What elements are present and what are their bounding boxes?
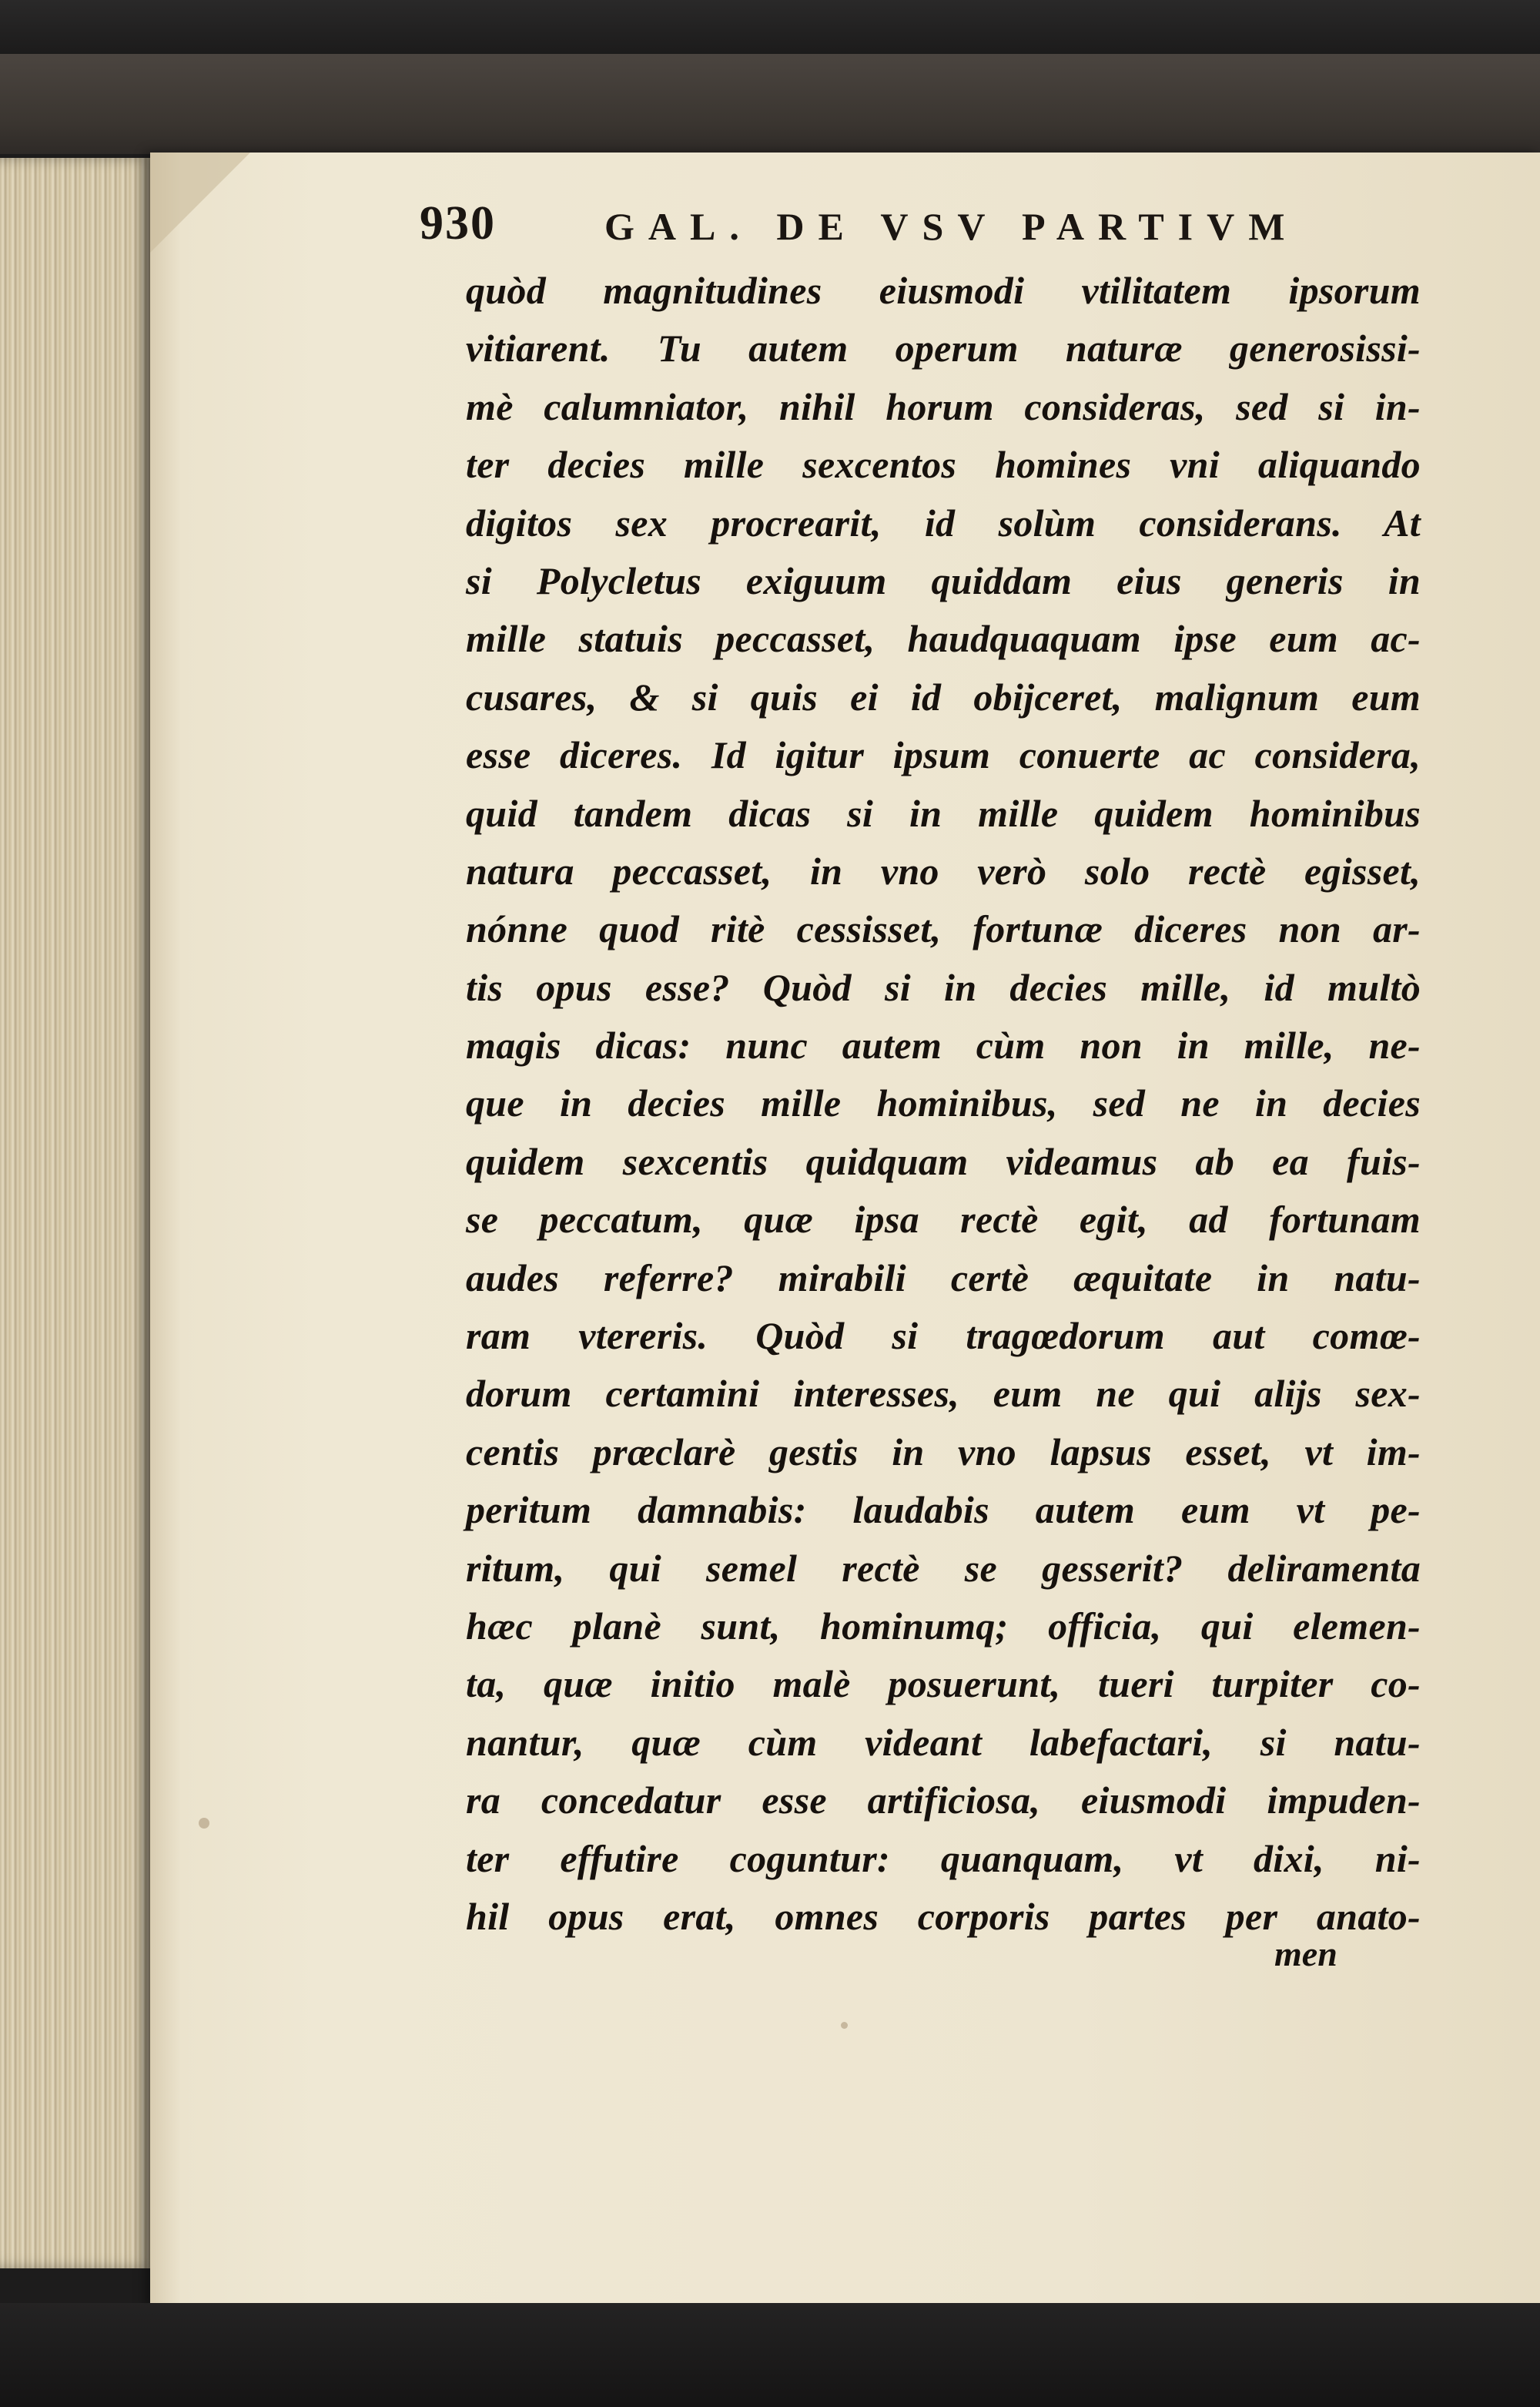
foxing-spot — [841, 2022, 848, 2029]
text-line: ter effutire coguntur: quanquam, vt dixi, ni- — [466, 1836, 1421, 1880]
text-line: peritum damnabis: laudabis autem eum vt pe- — [466, 1488, 1421, 1532]
page-number: 930 — [420, 197, 496, 250]
text-line: quidem sexcentis quidquam videamus ab ea fuis- — [466, 1139, 1421, 1183]
catchword: men — [1274, 1934, 1337, 1973]
text-line: ritum, qui semel rectè se gesserit? deliramenta — [466, 1546, 1421, 1590]
foxing-spot — [199, 1818, 209, 1829]
text-line: audes referre? mirabili certè æquitate in natu- — [466, 1255, 1421, 1299]
text-line: se peccatum, quæ ipsa rectè egit, ad fortunam — [466, 1198, 1421, 1242]
text-line: que in decies mille hominibus, sed ne in decies — [466, 1081, 1421, 1125]
text-line: hæc planè sunt, hominumq; officia, qui elemen- — [466, 1604, 1421, 1648]
body-text — [466, 262, 1421, 1946]
text-line: mille statuis peccasset, haudquaquam ipse eum ac- — [466, 617, 1421, 661]
text-line: magis dicas: nunc autem cùm non in mille, ne- — [466, 1024, 1421, 1068]
text-line: vitiarent. Tu autem operum naturæ generosissi- — [466, 327, 1421, 370]
text-line: hil opus erat, omnes corporis partes per anato- — [466, 1894, 1421, 1938]
text-line: quid tandem dicas si in mille quidem hominibus — [466, 791, 1421, 835]
text-line: cusares, & si quis ei id obijceret, malignum eum — [466, 675, 1421, 719]
page-edges-stack — [0, 158, 156, 2268]
page-corner-shadow — [150, 153, 250, 253]
text-line: quòd magnitudines eiusmodi vtilitatem ipsorum — [466, 269, 1421, 312]
running-title: GAL. DE VSV PARTIVM — [604, 205, 1299, 248]
book-cover-edge — [0, 54, 1540, 154]
text-line: ta, quæ initio malè posuerunt, tueri turpiter co- — [466, 1662, 1421, 1706]
text-line: nónne quod ritè cessisset, fortunæ diceres non ar- — [466, 907, 1421, 951]
text-line: esse diceres. Id igitur ipsum conuerte ac considera, — [466, 733, 1421, 777]
text-line: nantur, quæ cùm videant labefactari, si natu- — [466, 1720, 1421, 1764]
text-line: mè calumniator, nihil horum consideras, sed si in- — [466, 384, 1421, 428]
text-line: tis opus esse? Quòd si in decies mille, id multò — [466, 965, 1421, 1009]
text-line: digitos sex procrearit, id solùm considerans. At — [466, 501, 1421, 545]
text-line: ter decies mille sexcentos homines vni aliquando — [466, 443, 1421, 487]
text-line: ram vtereris. Quòd si tragœdorum aut comœ- — [466, 1314, 1421, 1358]
text-line: natura peccasset, in vno verò solo rectè egisset, — [466, 849, 1421, 893]
page-header — [420, 196, 1344, 266]
text-line: centis præclarè gestis in vno lapsus esset, vt im- — [466, 1430, 1421, 1473]
text-line: dorum certamini interesses, eum ne qui alijs sex- — [466, 1372, 1421, 1416]
text-line: ra concedatur esse artificiosa, eiusmodi impuden- — [466, 1778, 1421, 1822]
dark-background-bottom — [0, 2303, 1540, 2407]
dark-background-top — [0, 0, 1540, 62]
text-line: si Polycletus exiguum quiddam eius generis in — [466, 558, 1421, 602]
